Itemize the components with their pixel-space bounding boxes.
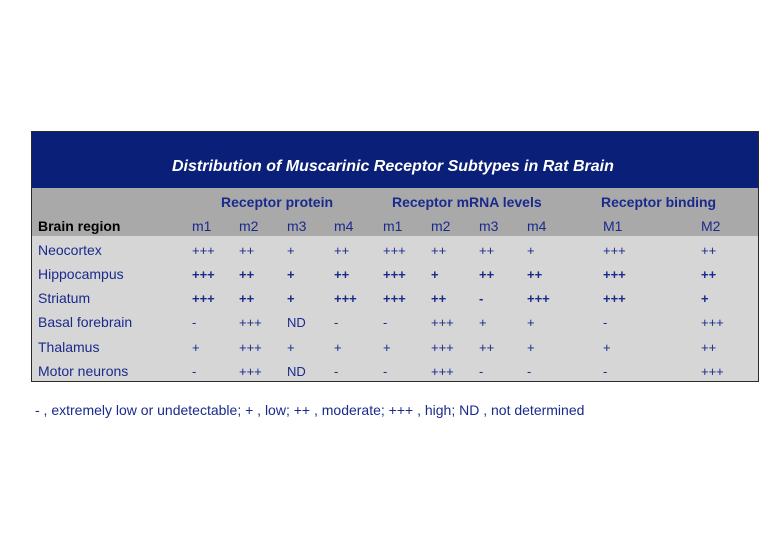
- table-cell: +++: [239, 315, 262, 330]
- receptor-table: [31, 131, 759, 382]
- table-cell: +: [287, 243, 295, 258]
- table-cell: ++: [479, 340, 495, 355]
- footnote: - , extremely low or undetectable; + , low; ++ , moderate; +++ , high; ND , not determined: [35, 402, 585, 418]
- table-cell: ++: [701, 243, 717, 258]
- table-cell: +++: [192, 243, 215, 258]
- table-cell: +++: [603, 243, 626, 258]
- table-cell: ++: [239, 243, 255, 258]
- table-cell: -: [603, 315, 608, 330]
- column-header: M2: [701, 218, 721, 234]
- table-cell: ++: [431, 243, 447, 258]
- table-cell: +++: [383, 243, 406, 258]
- table-cell: +: [383, 340, 391, 355]
- row-label: Thalamus: [38, 339, 100, 355]
- column-header: m4: [334, 218, 354, 234]
- group-header-protein: Receptor protein: [221, 194, 334, 210]
- table-cell: +: [431, 267, 439, 282]
- table-cell: +++: [527, 291, 550, 306]
- table-cell: -: [334, 315, 339, 330]
- table-cell: ++: [334, 243, 350, 258]
- table-cell: -: [479, 364, 484, 379]
- table-cell: +++: [383, 267, 406, 282]
- column-header: m3: [479, 218, 499, 234]
- table-cell: +++: [431, 315, 454, 330]
- group-header-mrna: Receptor mRNA levels: [392, 194, 542, 210]
- table-cell: +: [603, 340, 611, 355]
- table-cell: +++: [603, 291, 626, 306]
- table-cell: +++: [603, 267, 626, 282]
- table-cell: -: [527, 364, 532, 379]
- table-cell: ++: [334, 267, 350, 282]
- table-cell: ND: [287, 364, 306, 379]
- table-cell: +++: [431, 340, 454, 355]
- table-cell: ++: [239, 267, 255, 282]
- table-cell: +: [527, 340, 535, 355]
- column-header: m4: [527, 218, 547, 234]
- column-header: m1: [192, 218, 212, 234]
- column-header: m2: [239, 218, 259, 234]
- table-cell: +: [701, 291, 709, 306]
- table-cell: +: [527, 243, 535, 258]
- table-cell: +: [287, 291, 295, 306]
- column-header: m1: [383, 218, 403, 234]
- row-label: Basal forebrain: [38, 314, 133, 330]
- table-cell: ++: [527, 267, 543, 282]
- table-cell: -: [383, 315, 388, 330]
- row-label: Neocortex: [38, 242, 102, 258]
- table-cell: +: [479, 315, 487, 330]
- row-label: Hippocampus: [38, 266, 124, 282]
- table-cell: ++: [431, 291, 447, 306]
- table-cell: +: [287, 340, 295, 355]
- table-cell: -: [479, 291, 484, 306]
- table-cell: ++: [479, 267, 495, 282]
- table-cell: +++: [192, 267, 215, 282]
- table-cell: +++: [701, 364, 724, 379]
- table-cell: +++: [334, 291, 357, 306]
- table-cell: +++: [431, 364, 454, 379]
- table-cell: ++: [479, 243, 495, 258]
- brain-region-header: Brain region: [38, 218, 121, 234]
- table-cell: -: [383, 364, 388, 379]
- table-cell: -: [192, 364, 197, 379]
- table-cell: +++: [239, 364, 262, 379]
- table-cell: ++: [701, 267, 717, 282]
- table-cell: +++: [701, 315, 724, 330]
- table-cell: +: [334, 340, 342, 355]
- row-label: Striatum: [38, 290, 91, 306]
- table-cell: -: [334, 364, 339, 379]
- table-cell: +++: [192, 291, 215, 306]
- group-header-binding: Receptor binding: [601, 194, 717, 210]
- table-cell: +: [527, 315, 535, 330]
- table-cell: +++: [239, 340, 262, 355]
- table-cell: -: [192, 315, 197, 330]
- table-cell: +: [287, 267, 295, 282]
- table-cell: ++: [701, 340, 717, 355]
- table-cell: +: [192, 340, 200, 355]
- column-header: m3: [287, 218, 307, 234]
- column-header: m2: [431, 218, 451, 234]
- table-cell: -: [603, 364, 608, 379]
- column-header: M1: [603, 218, 623, 234]
- table-cell: ++: [239, 291, 255, 306]
- table-title: Distribution of Muscarinic Receptor Subtypes in Rat Brain: [172, 158, 614, 175]
- row-label: Motor neurons: [38, 363, 129, 379]
- table-cell: +++: [383, 291, 406, 306]
- title-bar: [32, 132, 758, 188]
- table-cell: ND: [287, 315, 306, 330]
